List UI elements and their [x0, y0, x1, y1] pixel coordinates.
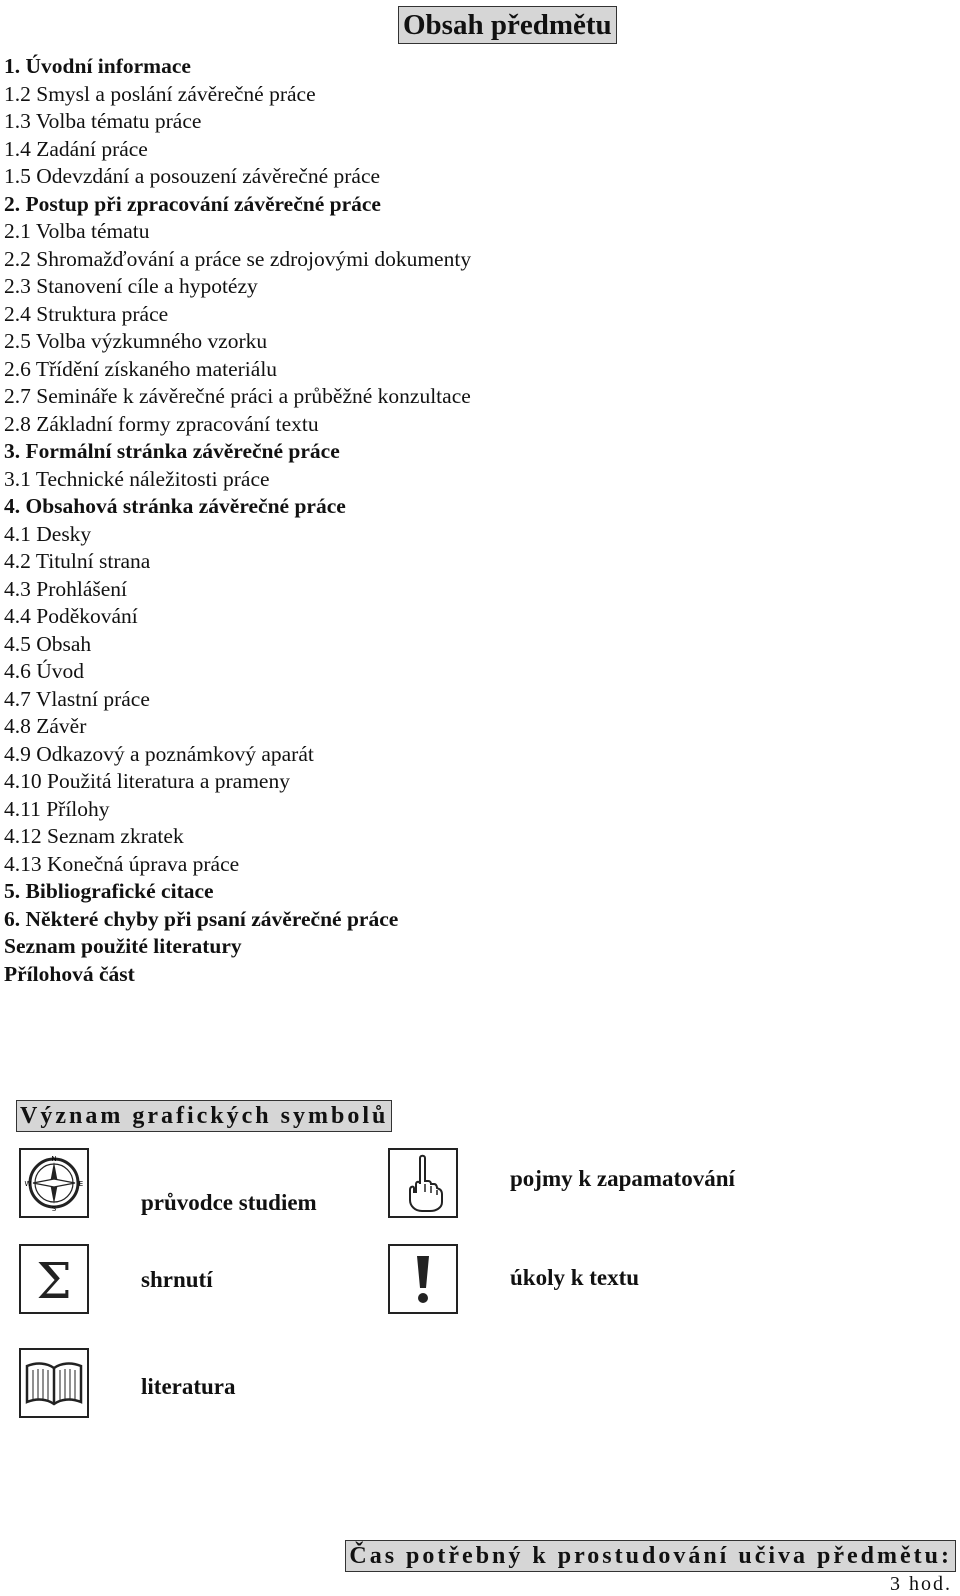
toc-item: 2.2 Shromažďování a práce se zdrojovými dokumenty	[4, 246, 472, 271]
table-of-contents	[4, 53, 471, 988]
toc-item: 4.11 Přílohy	[4, 796, 110, 821]
toc-item: Seznam použité literatury	[4, 934, 242, 958]
toc-item: 3. Formální stránka závěrečné práce	[4, 439, 340, 463]
toc-item: 4.13 Konečná úprava práce	[4, 851, 240, 876]
toc-item: 2.1 Volba tématu	[4, 219, 150, 243]
legend-literature-label: literatura	[141, 1374, 236, 1399]
toc-item: 2. Postup při zpracování závěrečné práce	[4, 191, 381, 216]
book-icon	[19, 1348, 89, 1418]
toc-item: Přílohová část	[4, 961, 135, 986]
toc-item: 1.2 Smysl a poslání závěrečné práce	[4, 81, 316, 106]
exclamation-icon	[388, 1244, 458, 1314]
toc-item: 4.10 Použitá literatura a prameny	[4, 769, 290, 793]
legend-terms-label: pojmy k zapamatování	[510, 1166, 735, 1191]
toc-item: 4.4 Poděkování	[4, 604, 138, 628]
toc-item: 4. Obsahová stránka závěrečné práce	[4, 494, 346, 518]
toc-item: 4.9 Odkazový a poznámkový aparát	[4, 741, 314, 766]
study-time-value: 3 hod.	[890, 1573, 952, 1595]
toc-item: 1.5 Odevzdání a posouzení závěrečné práce	[4, 164, 381, 188]
toc-item: 4.1 Desky	[4, 521, 92, 546]
toc-item: 4.8 Závěr	[4, 714, 87, 738]
toc-item: 2.7 Semináře k závěrečné práci a průběžné konzultace	[4, 384, 471, 408]
toc-item: 4.7 Vlastní práce	[4, 686, 150, 711]
toc-item: 1.3 Volba tématu práce	[4, 109, 202, 133]
toc-item: 6. Některé chyby při psaní závěrečné práce	[4, 906, 399, 931]
page-title: Obsah předmětu	[398, 6, 617, 44]
toc-item: 3.1 Technické náležitosti práce	[4, 466, 270, 491]
svg-text:S: S	[51, 1205, 57, 1213]
toc-item: 2.4 Struktura práce	[4, 301, 169, 326]
compass-icon	[19, 1148, 89, 1218]
toc-item: 5. Bibliografické citace	[4, 879, 214, 903]
toc-item: 4.5 Obsah	[4, 631, 92, 656]
toc-item: 4.12 Seznam zkratek	[4, 824, 184, 848]
toc-item: 4.2 Titulní strana	[4, 549, 151, 573]
legend-summary-label: shrnutí	[141, 1267, 213, 1292]
toc-item: 1. Úvodní informace	[4, 54, 191, 78]
toc-item: 2.5 Volba výzkumného vzorku	[4, 329, 268, 353]
svg-text:W: W	[24, 1180, 32, 1188]
study-time-label: Čas potřebný k prostudování učiva předmětu:	[345, 1540, 956, 1572]
toc-item: 2.6 Třídění získaného materiálu	[4, 356, 278, 381]
svg-text:Σ: Σ	[36, 1252, 72, 1310]
toc-item: 1.4 Zadání práce	[4, 136, 148, 161]
legend-guide-label: průvodce studiem	[141, 1190, 317, 1215]
legend-tasks-label: úkoly k textu	[510, 1265, 640, 1290]
toc-item: 2.8 Základní formy zpracování textu	[4, 411, 319, 436]
toc-item: 2.3 Stanovení cíle a hypotézy	[4, 274, 258, 298]
pointing-finger-icon	[388, 1148, 458, 1218]
sigma-icon	[19, 1244, 89, 1314]
legend-title: Význam grafických symbolů	[16, 1100, 392, 1132]
svg-text:N: N	[51, 1155, 57, 1163]
toc-item: 4.3 Prohlášení	[4, 576, 128, 601]
toc-item: 4.6 Úvod	[4, 659, 85, 683]
svg-text:E: E	[78, 1180, 84, 1188]
